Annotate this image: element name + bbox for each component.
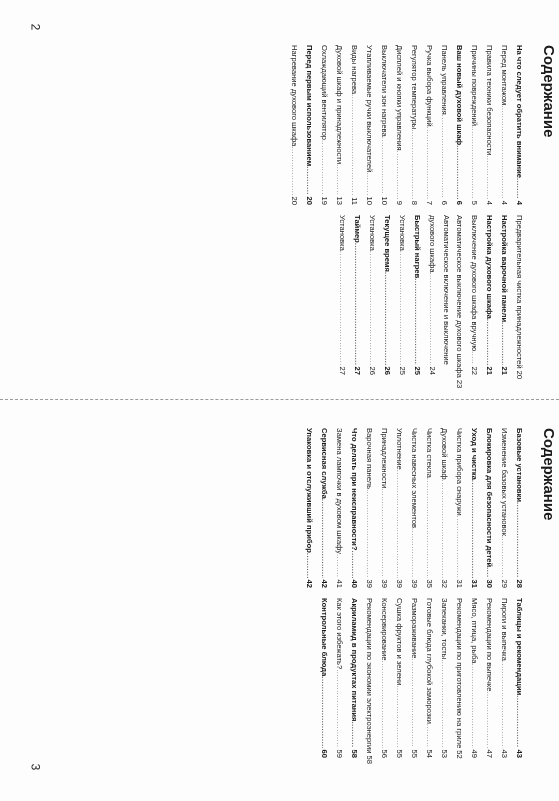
toc-entry-page: 25 bbox=[398, 366, 407, 375]
leader-dots bbox=[497, 105, 512, 198]
toc-entry-text: На что следует обратить внимание bbox=[515, 45, 524, 178]
toc-entry-text: Что делать при неисправности? bbox=[350, 428, 359, 551]
toc-entry-text: Текущее время bbox=[383, 215, 392, 272]
toc-entry-page: 19 bbox=[320, 196, 329, 205]
leader-dots bbox=[452, 145, 467, 199]
leader-dots bbox=[497, 661, 512, 748]
toc-entry bbox=[392, 428, 407, 588]
toc-entry-text: Уплотнение bbox=[395, 428, 404, 470]
toc-title: Содержание bbox=[540, 428, 557, 521]
toc-entry-page: 58 bbox=[365, 755, 374, 764]
toc-entry bbox=[467, 215, 482, 375]
toc-entry bbox=[407, 598, 422, 758]
leader-dots bbox=[347, 551, 362, 578]
toc-entry-page: 41 bbox=[335, 579, 344, 588]
leader-dots bbox=[392, 685, 407, 747]
toc-entry bbox=[512, 215, 527, 380]
toc-column-right bbox=[287, 215, 527, 389]
toc-entry-text: Виды нагрева bbox=[350, 45, 359, 95]
toc-entry bbox=[347, 45, 362, 205]
toc-entry-text: Упаковка и отслуживший прибор bbox=[305, 428, 314, 553]
leader-dots bbox=[407, 528, 422, 578]
toc-entry-page: 39 bbox=[365, 579, 374, 588]
toc-entry-page: 47 bbox=[485, 749, 494, 758]
toc-entry bbox=[302, 428, 317, 588]
toc-entry bbox=[422, 428, 437, 588]
toc-entry-text: Утапливаемые ручки выключателей bbox=[365, 45, 374, 173]
toc-entry bbox=[350, 215, 365, 375]
toc-entry bbox=[437, 598, 452, 758]
toc-entry-page: 39 bbox=[380, 579, 389, 588]
toc-entry-text: Перед первым использованием bbox=[305, 45, 314, 167]
leader-dots bbox=[425, 273, 440, 365]
leader-dots bbox=[467, 663, 482, 747]
toc-entry-text: Замена лампочки в духовом шкафу bbox=[335, 428, 344, 555]
toc-entry bbox=[365, 215, 380, 375]
leader-dots bbox=[482, 691, 497, 747]
toc-entry-page: 54 bbox=[425, 749, 434, 758]
leader-dots bbox=[377, 488, 392, 577]
leader-dots bbox=[467, 126, 482, 199]
leader-dots bbox=[302, 166, 317, 194]
toc-entry-page: 27 bbox=[338, 366, 347, 375]
toc-entry-text: Причины повреждений bbox=[470, 45, 479, 127]
toc-entry bbox=[512, 428, 527, 588]
toc-entry bbox=[512, 598, 527, 758]
leader-dots bbox=[437, 480, 452, 578]
toc-entry-text: Чистка прибора снаружи bbox=[455, 428, 464, 516]
leader-dots bbox=[467, 480, 482, 578]
page-number-top: 2 bbox=[28, 23, 43, 31]
toc-entry-text: Регулятор температуры bbox=[410, 45, 419, 130]
toc-entry-text: Охлаждающий вентилятор bbox=[320, 45, 329, 141]
toc-entry-text: Базовые установки bbox=[515, 428, 524, 503]
toc-entry-text: Рекомендации по выпечке bbox=[485, 598, 494, 692]
leader-dots bbox=[332, 554, 347, 578]
toc-entry-text: Как этого избежать? bbox=[335, 598, 344, 670]
toc-entry-text: Духовой шкаф bbox=[440, 428, 449, 480]
toc-entry bbox=[437, 428, 452, 588]
leader-dots bbox=[377, 137, 392, 195]
toc-entry-page: 52 bbox=[455, 750, 464, 759]
toc-entry-page: 25 bbox=[413, 366, 422, 375]
toc-entry-text: Выключение духового шкафа вручную bbox=[470, 215, 479, 352]
leader-dots bbox=[392, 470, 407, 578]
toc-entry-text: Нагревание духового шкафа bbox=[290, 45, 299, 147]
toc-entry-page: 40 bbox=[350, 579, 359, 588]
toc-entry bbox=[377, 598, 392, 758]
leader-dots bbox=[512, 502, 527, 578]
toc-entry bbox=[347, 598, 362, 758]
toc-entry-page: 10 bbox=[380, 196, 389, 205]
toc-entry bbox=[407, 45, 422, 205]
leader-dots bbox=[335, 251, 350, 365]
toc-entry-text: Акриламид в продуктах питания bbox=[350, 598, 359, 722]
toc-entry-page: 4 bbox=[500, 200, 509, 205]
toc-entry-page: 5 bbox=[470, 200, 479, 205]
toc-entry-text: Рекомендации по экономии электроэнергии bbox=[365, 598, 374, 754]
toc-entry-text: Уход и чистка bbox=[470, 428, 479, 480]
leader-dots bbox=[332, 164, 347, 194]
toc-entry bbox=[482, 215, 497, 375]
toc-entry-text: Мясо, птица, рыба bbox=[470, 598, 479, 664]
toc-entry bbox=[392, 598, 407, 758]
toc-entry-text: Установка bbox=[398, 215, 407, 251]
toc-entry-text: Установка bbox=[338, 215, 347, 251]
leader-dots bbox=[302, 553, 317, 578]
toc-entry bbox=[437, 45, 452, 205]
toc-entry-page: 20 bbox=[515, 370, 524, 380]
toc-entry-page: 20 bbox=[290, 196, 299, 205]
page-divider bbox=[0, 399, 559, 400]
toc-entry bbox=[347, 428, 362, 588]
toc-entry-page: 35 bbox=[425, 579, 434, 588]
toc-entry-text: Настройка варочной панели bbox=[500, 215, 509, 323]
leader-dots bbox=[317, 499, 332, 578]
toc-entry-text: Быстрый нагрев bbox=[413, 215, 422, 279]
toc-entry-text: Пироги и выпечка bbox=[500, 598, 509, 661]
toc-entry-page: 7 bbox=[425, 200, 434, 205]
toc-column-left bbox=[302, 428, 527, 588]
leader-dots bbox=[422, 724, 437, 748]
toc-entry bbox=[377, 428, 392, 588]
toc-column-right bbox=[302, 598, 527, 764]
toc-entry-page: 28 bbox=[515, 579, 524, 588]
toc-entry-page: 42 bbox=[320, 579, 329, 588]
toc-entry bbox=[482, 428, 497, 588]
toc-entry-text: Чистка стекла bbox=[425, 428, 434, 478]
toc-entry-text: Дисплей и кнопки управления bbox=[395, 45, 404, 151]
toc-entry bbox=[335, 215, 350, 375]
leader-dots bbox=[437, 659, 452, 747]
toc-entry-page: 31 bbox=[455, 579, 464, 588]
toc-entry-text: Автоматическое выключение духового шкафа bbox=[455, 215, 464, 378]
leader-dots bbox=[407, 658, 422, 747]
toc-entry-text: Правила техники безопасности bbox=[485, 45, 494, 156]
toc-entry bbox=[512, 45, 527, 205]
leader-dots bbox=[287, 146, 302, 194]
leader-dots bbox=[317, 676, 332, 747]
toc-entry-text: Варочная панель bbox=[365, 428, 374, 490]
toc-entry-text: Ручка выбора функций bbox=[425, 45, 434, 127]
toc-entry bbox=[392, 45, 407, 205]
toc-entry-text: Готовые блюда глубокой заморозки bbox=[425, 598, 434, 724]
leader-dots bbox=[422, 127, 437, 199]
toc-entry bbox=[395, 215, 410, 375]
toc-entry-page: 39 bbox=[395, 579, 404, 588]
toc-entry-page: 10 bbox=[365, 196, 374, 205]
leader-dots bbox=[392, 151, 407, 199]
toc-entry-text: Настройка духового шкафа bbox=[485, 215, 494, 319]
toc-entry bbox=[467, 428, 482, 588]
toc-entry-text: Ваш новый духовой шкаф bbox=[455, 45, 464, 146]
toc-title: Содержание bbox=[540, 45, 557, 138]
toc-entry bbox=[467, 598, 482, 758]
toc-entry bbox=[467, 45, 482, 205]
toc-entry bbox=[380, 215, 395, 375]
toc-entry bbox=[497, 428, 512, 588]
toc-entry bbox=[332, 598, 347, 758]
leader-dots bbox=[512, 695, 527, 747]
toc-entry-text-line2: духового шкафа bbox=[428, 215, 437, 273]
toc-entry-page: 55 bbox=[395, 749, 404, 758]
leader-dots bbox=[482, 567, 497, 577]
leader-dots bbox=[347, 722, 362, 748]
leader-dots bbox=[422, 478, 437, 578]
toc-entry-line2 bbox=[425, 215, 440, 375]
toc-entry-page: 21 bbox=[485, 366, 494, 375]
toc-entry-page: 43 bbox=[515, 749, 524, 758]
toc-entry-text: Консервирование bbox=[380, 598, 389, 661]
leader-dots bbox=[467, 351, 482, 364]
leader-dots bbox=[512, 178, 527, 199]
leader-dots bbox=[350, 243, 365, 365]
leader-dots bbox=[332, 669, 347, 747]
toc-entry-page: 4 bbox=[485, 200, 494, 205]
toc-entry-page: 31 bbox=[470, 579, 479, 588]
toc-entry bbox=[302, 45, 317, 205]
leader-dots bbox=[497, 536, 512, 578]
toc-entry-page: 13 bbox=[335, 196, 344, 205]
toc-entry-page: 27 bbox=[353, 366, 362, 375]
leader-dots bbox=[365, 251, 380, 365]
leader-dots bbox=[362, 489, 377, 577]
toc-entry-page: 8 bbox=[410, 200, 419, 205]
leader-dots bbox=[380, 272, 395, 365]
toc-entry-text: Рекомендации по приготовлению на гриле bbox=[455, 598, 464, 749]
page-number-bottom: 3 bbox=[28, 763, 43, 771]
toc-entry-page: 32 bbox=[440, 579, 449, 588]
toc-entry-page: 56 bbox=[380, 749, 389, 758]
toc-entry-page: 24 bbox=[428, 366, 437, 375]
toc-entry-page: 23 bbox=[455, 379, 464, 389]
toc-entry-text: Контрольные блюда bbox=[320, 598, 329, 677]
leader-dots bbox=[407, 129, 422, 199]
toc-entry-text: Предварительная чистка принадлежностей bbox=[515, 215, 524, 369]
leader-dots bbox=[437, 115, 452, 199]
leader-dots bbox=[497, 322, 512, 364]
toc-entry bbox=[287, 45, 302, 205]
toc-entry-page: 20 bbox=[305, 196, 314, 205]
toc-entry-page: 49 bbox=[470, 749, 479, 758]
toc-entry bbox=[497, 45, 512, 205]
toc-entry bbox=[452, 215, 467, 389]
leader-dots bbox=[362, 172, 377, 194]
toc-entry-page: 6 bbox=[440, 200, 449, 205]
toc-entry-page: 26 bbox=[383, 366, 392, 375]
toc-entry-text: Сервисная служба bbox=[320, 428, 329, 499]
toc-entry-text: Сушка фруктов и зелени bbox=[395, 598, 404, 686]
toc-entry-page: 58 bbox=[350, 749, 359, 758]
toc-entry-text: Перед монтажом bbox=[500, 45, 509, 106]
toc-entry bbox=[407, 428, 422, 588]
toc-entry bbox=[452, 428, 467, 588]
toc-page-top bbox=[287, 45, 559, 389]
toc-entry-text: Установка bbox=[368, 215, 377, 251]
toc-entry-page: 60 bbox=[320, 749, 329, 758]
leader-dots bbox=[317, 140, 332, 195]
toc-entry bbox=[362, 428, 377, 588]
toc-entry bbox=[422, 598, 437, 758]
toc-entry-page: 29 bbox=[500, 579, 509, 588]
toc-entry bbox=[377, 45, 392, 205]
toc-entry-page: 11 bbox=[350, 197, 359, 205]
toc-entry-text: Размораживание bbox=[410, 598, 419, 659]
toc-entry-text: Таблицы и рекомендации bbox=[515, 598, 524, 696]
toc-entry-text: Изменение базовых установок bbox=[500, 428, 509, 536]
toc-entry bbox=[317, 598, 332, 758]
toc-entry-page: 30 bbox=[485, 579, 494, 588]
toc-entry bbox=[482, 45, 497, 205]
toc-entry bbox=[452, 45, 467, 205]
toc-entry-page: 43 bbox=[500, 749, 509, 758]
toc-entry-text: Таймер bbox=[353, 215, 362, 243]
toc-entry-page: 4 bbox=[515, 200, 524, 205]
toc-entry bbox=[362, 45, 377, 205]
toc-column-left bbox=[287, 45, 527, 205]
toc-entry bbox=[317, 428, 332, 588]
leader-dots bbox=[482, 319, 497, 365]
leader-dots bbox=[347, 94, 362, 195]
toc-entry-page: 6 bbox=[455, 200, 464, 205]
toc-entry bbox=[317, 45, 332, 205]
toc-entry-page: 26 bbox=[368, 366, 377, 375]
leader-dots bbox=[410, 278, 425, 364]
toc-entry bbox=[497, 598, 512, 758]
toc-entry-page: 55 bbox=[410, 749, 419, 758]
toc-entry bbox=[362, 598, 377, 764]
toc-entry-text: Принадлежности bbox=[380, 428, 389, 489]
toc-entry-text: Запеканки, тосты bbox=[440, 598, 449, 660]
leader-dots bbox=[452, 516, 467, 578]
toc-entry-page: 59 bbox=[335, 749, 344, 758]
toc-entry-page: 53 bbox=[440, 749, 449, 758]
toc-entry-text: Панель управления bbox=[440, 45, 449, 115]
toc-entry bbox=[332, 45, 347, 205]
toc-entry bbox=[410, 215, 425, 375]
toc-entry-text: Духовой шкаф и принадлежности bbox=[335, 45, 344, 165]
toc-entry bbox=[422, 45, 437, 205]
toc-entry-page: 22 bbox=[470, 366, 479, 375]
leader-dots bbox=[482, 155, 497, 198]
toc-entry-page: 9 bbox=[395, 200, 404, 205]
toc-entry bbox=[332, 428, 347, 588]
leader-dots bbox=[395, 251, 410, 365]
toc-entry-text: Чистка навесных элементов bbox=[410, 428, 419, 528]
toc-entry-text-line1: Автоматическое включение и выключение bbox=[442, 215, 451, 365]
toc-entry bbox=[452, 598, 467, 758]
toc-entry-text: Блокировка для безопасности детей bbox=[485, 428, 494, 568]
toc-entry-text: Выключатели зон нагрева bbox=[380, 45, 389, 137]
toc-entry-page: 42 bbox=[305, 579, 314, 588]
toc-entry bbox=[482, 598, 497, 758]
toc-entry bbox=[425, 215, 452, 375]
leader-dots bbox=[377, 661, 392, 748]
toc-page-bottom bbox=[302, 428, 559, 764]
toc-entry bbox=[497, 215, 512, 375]
toc-entry-page: 39 bbox=[410, 579, 419, 588]
toc-entry-page: 21 bbox=[500, 366, 509, 375]
